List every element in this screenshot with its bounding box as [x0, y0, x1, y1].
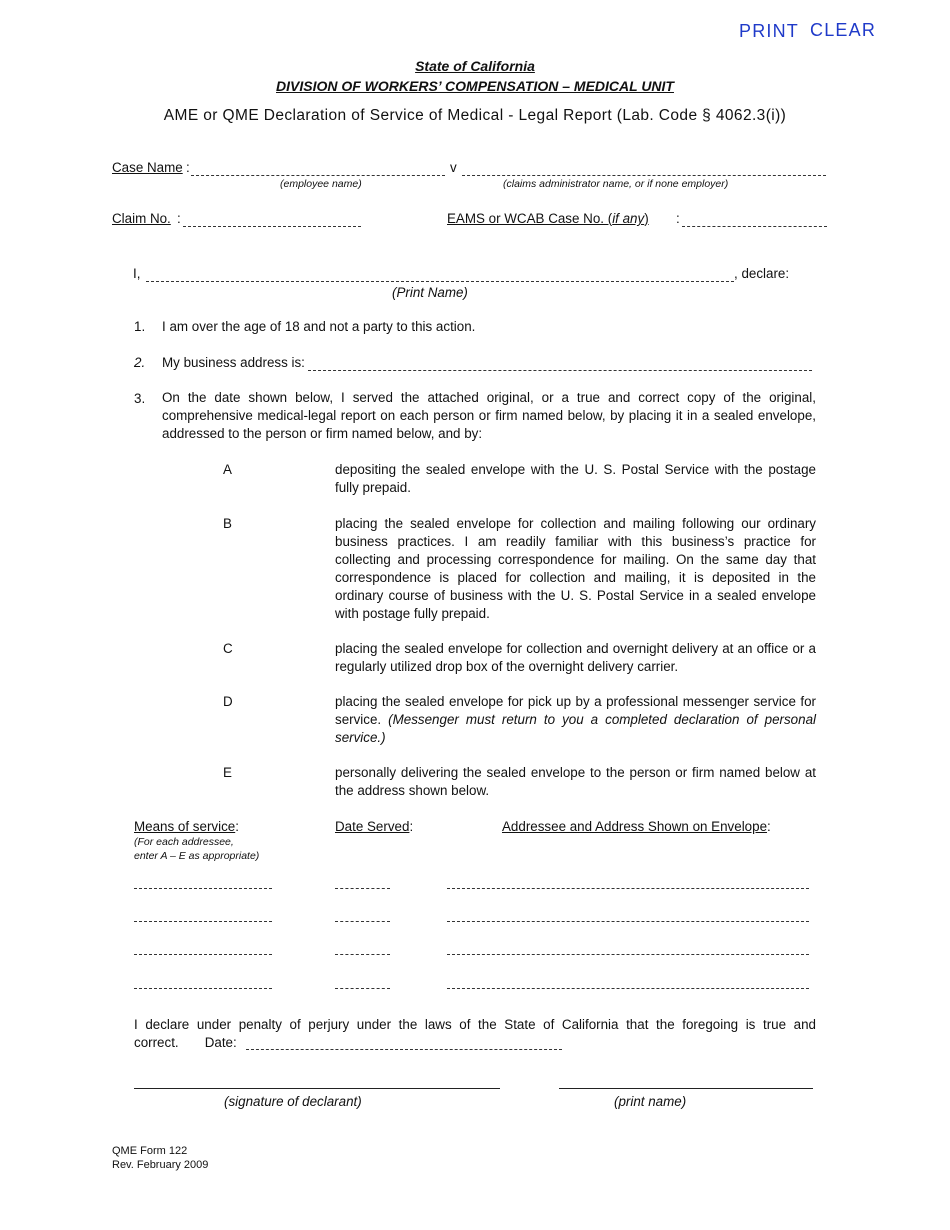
form-title: AME or QME Declaration of Service of Medical - Legal Report (Lab. Code § 4062.3(i)) — [163, 107, 787, 124]
item-1-number: 1. — [134, 319, 146, 334]
method-d-text: placing the sealed envelope for pick up by a professional messenger service for service. (Messenger must return to you a completed declaration of personal service.) — [335, 694, 816, 745]
division-heading: DIVISION OF WORKERS’ COMPENSATION – MEDICAL UNIT — [276, 78, 674, 94]
declare-prefix: I, — [133, 266, 141, 281]
means-field[interactable] — [134, 921, 272, 922]
method-d-letter: D — [223, 694, 233, 709]
print-button[interactable]: PRINT — [739, 21, 799, 41]
signature-hint: (signature of declarant) — [224, 1094, 362, 1109]
print-name-line[interactable] — [559, 1088, 813, 1089]
item-3-number: 3. — [134, 391, 146, 406]
means-hint-line2: enter A – E as appropriate) — [134, 850, 260, 862]
perjury-statement: I declare under penalty of perjury under the laws of the State of California that the foregoing is true and correct. Date: — [134, 1017, 816, 1050]
date-served-field[interactable] — [335, 954, 390, 955]
method-c-text: placing the sealed envelope for collection and overnight delivery at an office or a regularly utilized drop box of the overnight delivery carrier. — [335, 641, 816, 674]
date-served-header: Date Served: — [335, 819, 414, 834]
method-b-text: placing the sealed envelope for collection and mailing following our ordinary business practices. I am readily familiar with this business’s practice for collecting and processing correspondence for mailing. On the same day that correspondence is placed for collection and mailing, it is deposited in the ordinary course of business with the U. S. Postal Service in a sealed envelope with postage fully prepaid. — [335, 516, 816, 621]
item-2-number: 2. — [134, 355, 146, 370]
eams-label: EAMS or WCAB Case No. (if any) — [447, 211, 649, 226]
date-served-field[interactable] — [335, 988, 390, 989]
means-field[interactable] — [134, 888, 272, 889]
versus-label: v — [450, 160, 457, 175]
item-2-text: My business address is: — [162, 355, 305, 370]
claims-administrator-field[interactable] — [462, 175, 826, 176]
state-heading: State of California — [415, 58, 535, 74]
item-3-text: On the date shown below, I served the attached original, or a true and correct copy of the original, comprehensive medical-legal report on each person or firm named below, by placing it in a sealed envelope, addressed to the person or firm named below, and by: — [162, 390, 816, 441]
means-field[interactable] — [134, 954, 272, 955]
form-revision: Rev. February 2009 — [112, 1159, 209, 1171]
claims-admin-hint: (claims administrator name, or if none employer) — [503, 178, 729, 190]
addressee-field[interactable] — [447, 888, 809, 889]
date-field[interactable] — [246, 1049, 562, 1050]
addressee-field[interactable] — [447, 954, 809, 955]
item-1-text: I am over the age of 18 and not a party to this action. — [162, 319, 476, 334]
addressee-field[interactable] — [447, 988, 809, 989]
means-of-service-header: Means of service: — [134, 819, 239, 834]
print-name-hint: (Print Name) — [392, 285, 468, 300]
clear-button[interactable]: CLEAR — [810, 20, 877, 40]
signature-line[interactable] — [134, 1088, 500, 1089]
declarant-name-field[interactable] — [146, 281, 734, 282]
date-served-field[interactable] — [335, 921, 390, 922]
print-name-bottom-hint: (print name) — [614, 1094, 687, 1109]
method-a-letter: A — [223, 462, 232, 477]
date-served-field[interactable] — [335, 888, 390, 889]
claim-no-label: Claim No. — [112, 211, 171, 226]
form-number: QME Form 122 — [112, 1145, 188, 1157]
means-field[interactable] — [134, 988, 272, 989]
means-hint-line1: (For each addressee, — [134, 836, 234, 848]
method-e-text: personally delivering the sealed envelope to the person or firm named below at the address shown below. — [335, 765, 816, 798]
employee-name-hint: (employee name) — [280, 178, 362, 190]
case-name-label: Case Name — [112, 160, 183, 175]
method-a-text: depositing the sealed envelope with the U. S. Postal Service with the postage fully prepaid. — [335, 462, 816, 495]
declare-suffix: , declare: — [734, 266, 790, 281]
addressee-field[interactable] — [447, 921, 809, 922]
claim-no-field[interactable] — [183, 226, 361, 227]
method-b-letter: B — [223, 516, 232, 531]
eams-case-no-field[interactable] — [682, 226, 827, 227]
business-address-field[interactable] — [308, 370, 812, 371]
method-c-letter: C — [223, 641, 233, 656]
addressee-header: Addressee and Address Shown on Envelope: — [502, 819, 771, 834]
employee-name-field[interactable] — [191, 175, 445, 176]
method-e-letter: E — [223, 765, 232, 780]
